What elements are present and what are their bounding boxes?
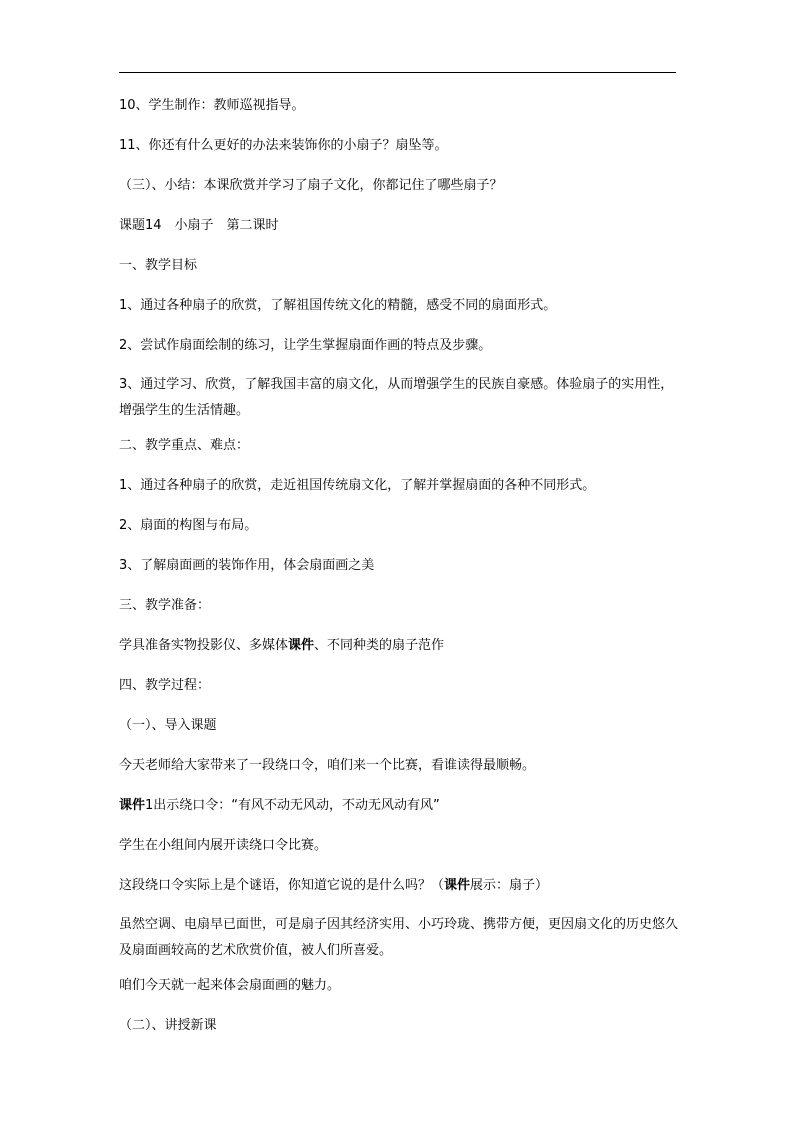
intro-paragraph: 今天老师给大家带来了一段绕口令，咱们来一个比赛，看谁读得最顺畅。 [119,758,536,773]
key-point-3: 3、了解扇面画的装饰作用，体会扇面画之美 [119,558,375,573]
objective-3: 3、通过学习、欣赏，了解我国丰富的扇文化，从而增强学生的民族自豪感。体验扇子的实用性，增强学生的生活情趣。 [119,377,674,418]
subsection-intro: （一）、导入课题 [119,718,217,733]
subsection-new-lesson: （二）、讲授新课 [119,1018,217,1033]
key-point-2: 2、扇面的构图与布局。 [119,518,258,533]
section-heading-process: 四、教学过程： [119,678,211,693]
preparation-materials [119,636,679,656]
closing-intro: 咱们今天就一起来体会扇面画的魅力。 [119,978,341,993]
riddle-text-post: 展示：扇子） [470,878,549,893]
fan-culture-paragraph: 虽然空调、电扇早已面世，可是扇子因其经济实用、小巧玲珑、携带方便，更因扇文化的历史悠久及扇面画较高的艺术欣赏价值，被人们所喜爱。 [119,917,679,958]
item-10: 10、学生制作：教师巡视指导。 [119,98,305,113]
item-11: 11、你还有什么更好的办法来装饰你的小扇子？扇坠等。 [119,138,448,153]
lesson-title: 课题14 小扇子 第二课时 [119,218,279,233]
riddle-text-bold: 课件 [444,878,471,893]
objective-2: 2、尝试作扇面绘制的练习，让学生掌握扇面作画的特点及步骤。 [119,338,492,353]
riddle-line [119,876,679,896]
riddle-text-pre: 这段绕口令实际上是个谜语，你知道它说的是什么吗？（ [119,878,445,893]
prep-text-post: 、不同种类的扇子范作 [314,638,445,653]
summary: （三）、小结：本课欣赏并学习了扇子文化，你都记住了哪些扇子？ [119,178,503,193]
courseware-1-line [119,796,679,816]
key-point-1: 1、通过各种扇子的欣赏，走近祖国传统扇文化，了解并掌握扇面的各种不同形式。 [119,478,596,493]
prep-text-pre: 学具准备实物投影仪、多媒体 [119,638,289,653]
objective-1: 1、通过各种扇子的欣赏，了解祖国传统文化的精髓，感受不同的扇面形式。 [119,298,557,313]
header-rule [119,72,676,73]
section-heading-objectives: 一、教学目标 [119,258,198,273]
courseware-1-text: 1出示绕口令：“有风不动无风动，不动无风动有风” [145,798,440,813]
prep-text-bold: 课件 [288,638,315,653]
courseware-1-bold: 课件 [119,798,146,813]
section-heading-preparation: 三、教学准备： [119,598,211,613]
student-activity: 学生在小组间内展开读绕口令比赛。 [119,838,328,853]
section-heading-key-points: 二、教学重点、难点： [119,438,250,453]
